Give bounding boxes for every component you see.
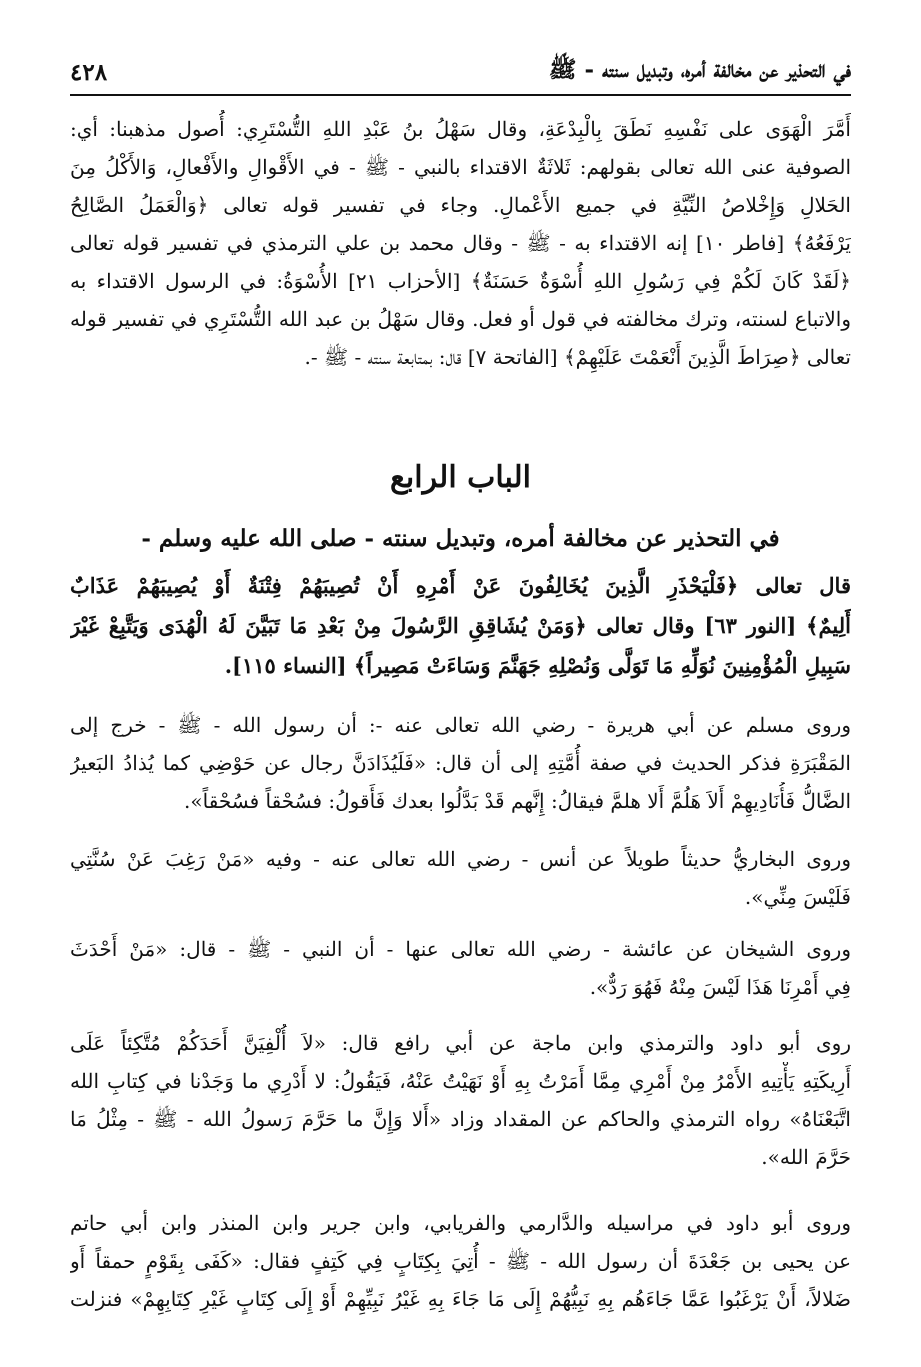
text-line: ضَلالاً، أَنْ يَرْغَبُوا عَمَّا جَاءَهُم بِهِ نَبِيُّهُمْ إِلَى مَا جَاءَ بِهِ غَيْرُ نَبِيِّهِمْ أَوْ إِلَى كِتَابٍ غَيْرِ كِتَابِهِمْ» فنزلت (70, 1287, 851, 1311)
text-line: فِي أَمْرِنَا هَذَا لَيْسَ مِنْهُ فَهُوَ رَدٌّ». (589, 975, 851, 999)
hadith-paragraph (70, 840, 851, 916)
text-line: والاتباع لسنته، وترك مخالفته في قول أو فعل. وقال سَهْلُ بن عبد الله التُّسْتَرِي في تفسير قوله (70, 307, 851, 331)
running-header (70, 52, 851, 92)
text-line: الحَلالِ وَإِخْلاصُ النِّيَّةِ في جميع الأَعْمالِ. وجاء في تفسير قوله تعالى ﴿وَالْعَمَلُ الصَّالِحُ (70, 193, 851, 217)
hadith-paragraph (70, 930, 851, 1006)
hadith-paragraph (70, 706, 851, 820)
intro-paragraph (70, 110, 851, 376)
chapter-title: الباب الرابع (389, 460, 532, 495)
header-divider (70, 94, 851, 96)
text-line: وروى مسلم عن أبي هريرة - رضي الله تعالى عنه -: أن رسول الله - ﷺ - خرج إلى (70, 713, 851, 737)
text-line: وروى أبو داود في مراسيله والدَّارمي والفريابي، وابن جرير وابن المنذر وابن أبي حاتم (70, 1211, 851, 1235)
text-line: روى أبو داود والترمذي وابن ماجة عن أبي رافع قال: «لاَ أُلْفِيَنَّ أَحَدَكُمْ مُتَّكِئاً عَلَى (70, 1031, 851, 1055)
text-line: يَرْفَعُهُ﴾ [فاطر ١٠] إنه الاقتداء به - ﷺ - وقال محمد بن علي الترمذي في تفسير قوله تعالى (70, 231, 851, 255)
hadith-paragraph (70, 1024, 851, 1176)
text-line: عن يحيى بن جَعْدَةَ أن رسول الله - ﷺ - أُتِيَ بِكِتَابٍ فِي كَتِفٍ فقال: «كَفَى بِقَوْمٍ حمقاً أَو (70, 1249, 851, 1273)
text-line: اتَّبَعْنَاهُ» رواه الترمذي والحاكم عن المقداد وزاد «أَلا وَإِنَّ ما حَرَّمَ رَسولُ الله - ﷺ - مِثْلُ مَا (70, 1107, 851, 1131)
text-line: الضَّالُّ فَأُنَادِيهِمْ أَلاَ هَلُمَّ أَلا هلمَّ فيقالُ: إِنَّهم قَدْ بَدَّلُوا بعدك فَأَقولُ: فسُحْقاً فسُحْقاً». (184, 789, 851, 813)
text-line: أَرِيكَتِهِ يَأْتِيهِ الأَمْرُ مِنْ أَمْرِي مِمَّا أَمَرْتُ بِهِ أَوْ نَهَيْتُ عَنْهُ، فَيَقُولُ: لا أَدْرِي ما وَجَدْنا في كِتابِ الله (70, 1069, 851, 1093)
text-line: حَرَّمَ الله». (761, 1145, 851, 1169)
running-title: في التحذير عن مخالفة أمره، وتبديل سنته - ﷺ (548, 56, 851, 83)
text-line: وروى البخاريُّ حديثاً طويلاً عن أنس - رضي الله تعالى عنه - وفيه «مَنْ رَغِبَ عَنْ سُنَّتِي (70, 847, 851, 871)
text-line: فَلَيْسَ مِنِّي». (744, 885, 851, 909)
page-number: ٤٢٨ (70, 58, 108, 86)
text-line: الصوفية عنى الله تعالى بقولهم: ثَلاثَةٌ الاقتداء بالنبي - ﷺ - في الأَقْوالِ والأَفْعالِ، وَالأَكْلُ مِنَ (70, 155, 851, 179)
text-line: أَلِيمٌ﴾ [النور ٦٣] وقال تعالى ﴿وَمَنْ يُشَاقِقِ الرَّسُولَ مِنْ بَعْدِ مَا تَبَيَّنَ لَهُ الْهُدَى وَيَتَّبِعْ غَيْرَ (70, 613, 851, 638)
hadith-paragraph (70, 1204, 851, 1318)
text-line: وروى الشيخان عن عائشة - رضي الله تعالى عنها - أن النبي - ﷺ - قال: «مَنْ أَحْدَثَ (70, 937, 851, 961)
text-line: سَبِيلِ الْمُؤْمِنِينَ نُوَلِّهِ مَا تَوَلَّى وَنُصْلِهِ جَهَنَّمَ وَسَاءَتْ مَصِيراً﴾ [النساء ١١٥]. (224, 653, 851, 678)
quran-paragraph (70, 566, 851, 686)
text-line: المَقْبَرَةِ فذكر الحديث في صفة أُمَّتِهِ إلى أن قال: «فَلَيُذَادَنَّ رجال عن حَوْضِي كما يُذادُ البَعيرُ (70, 751, 851, 775)
text-line: تعالى ﴿صِرَاطَ الَّذِينَ أَنْعَمْتَ عَلَيْهِمْ﴾ [الفاتحة ٧] قال: بمتابعة سنته - ﷺ -. (304, 345, 851, 369)
text-line: ﴿لَقَدْ كَانَ لَكُمْ فِي رَسُولِ اللهِ أُسْوَةٌ حَسَنَةٌ﴾ [الأحزاب ٢١] الأُسْوَةُ: في الرسول الاقتداء به (70, 269, 851, 293)
chapter-subtitle: في التحذير عن مخالفة أمره، وتبديل سنته - صلى الله عليه وسلم - (141, 525, 780, 552)
text-line: قال تعالى ﴿فَلْيَحْذَرِ الَّذِينَ يُخَالِفُونَ عَنْ أَمْرِهِ أَنْ تُصِيبَهُمْ فِتْنَةٌ أَوْ يُصِيبَهُمْ عَذَابٌ (70, 573, 851, 598)
text-line: أَمَّرَ الْهَوَى على نَفْسِهِ نَطَقَ بِالْبِدْعَةِ، وقال سَهْلُ بنُ عَبْدِ اللهِ التُّسْتَرِي: أُصول مذهبنا: أي: (70, 117, 851, 141)
